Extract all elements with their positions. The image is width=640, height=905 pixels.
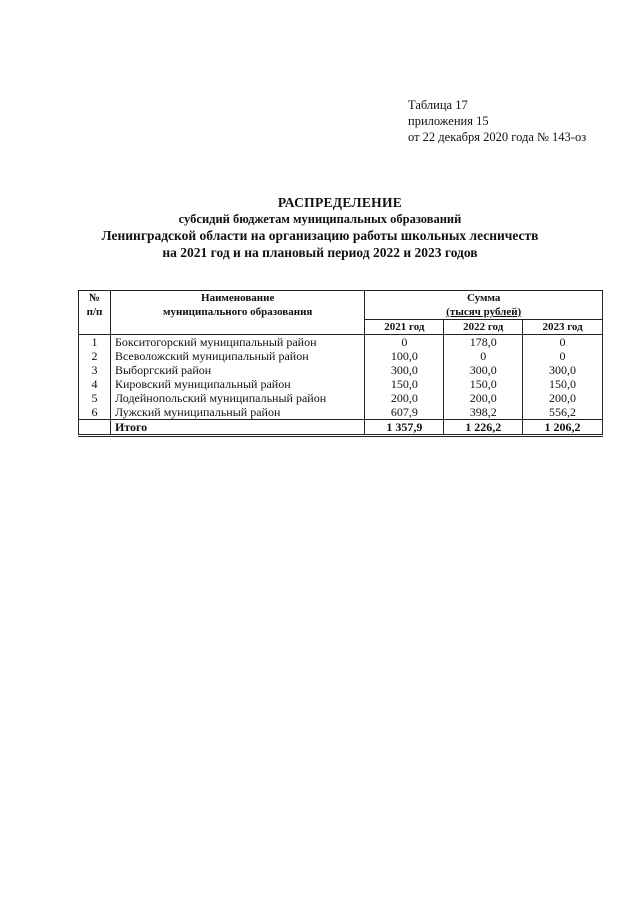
total-value-2022: 1 226,2 bbox=[444, 420, 523, 436]
distribution-table bbox=[78, 290, 603, 437]
row-value-2022: 398,2 bbox=[444, 405, 523, 420]
row-number: 3 bbox=[79, 363, 111, 377]
table-row bbox=[79, 391, 603, 405]
row-number: 1 bbox=[79, 335, 111, 350]
header-year-2023: 2023 год bbox=[523, 320, 603, 335]
row-number: 6 bbox=[79, 405, 111, 420]
reference-law-date: от 22 декабря 2020 года № 143-оз bbox=[408, 130, 587, 144]
row-value-2023: 556,2 bbox=[523, 405, 603, 420]
row-value-2021: 0 bbox=[365, 335, 444, 350]
row-name: Выборгский район bbox=[110, 363, 364, 377]
total-value-2021: 1 357,9 bbox=[365, 420, 444, 436]
total-number-cell bbox=[79, 420, 111, 436]
row-value-2021: 150,0 bbox=[365, 377, 444, 391]
table-row bbox=[79, 377, 603, 391]
row-name: Бокситогорский муниципальный район bbox=[110, 335, 364, 350]
table-row bbox=[79, 335, 603, 350]
row-value-2021: 607,9 bbox=[365, 405, 444, 420]
row-value-2022: 200,0 bbox=[444, 391, 523, 405]
row-value-2023: 150,0 bbox=[523, 377, 603, 391]
document-reference bbox=[408, 97, 586, 145]
header-year-2022: 2022 год bbox=[444, 320, 523, 335]
header-year-2021: 2021 год bbox=[365, 320, 444, 335]
title-subtitle-2: Ленинградской области на организацию работы школьных лесничеств bbox=[101, 228, 539, 243]
row-value-2022: 178,0 bbox=[444, 335, 523, 350]
document-title bbox=[0, 194, 640, 261]
table-total-row bbox=[79, 420, 603, 436]
title-heading: РАСПРЕДЕЛЕНИЕ bbox=[277, 195, 403, 210]
row-number: 5 bbox=[79, 391, 111, 405]
row-value-2023: 0 bbox=[523, 335, 603, 350]
header-name-line2: муниципального образования bbox=[163, 306, 313, 318]
table-header-row bbox=[79, 291, 603, 320]
table-row bbox=[79, 349, 603, 363]
row-value-2023: 200,0 bbox=[523, 391, 603, 405]
header-number-line2: п/п bbox=[86, 306, 103, 318]
header-name-line1: Наименование bbox=[201, 292, 275, 304]
row-value-2022: 0 bbox=[444, 349, 523, 363]
total-label: Итого bbox=[110, 420, 364, 436]
header-number bbox=[79, 291, 111, 335]
title-subtitle-3: на 2021 год и на плановый период 2022 и 2023 годов bbox=[162, 245, 478, 260]
row-value-2023: 0 bbox=[523, 349, 603, 363]
reference-appendix: приложения 15 bbox=[408, 114, 489, 128]
table-row bbox=[79, 405, 603, 420]
row-number: 2 bbox=[79, 349, 111, 363]
row-name: Всеволожский муниципальный район bbox=[110, 349, 364, 363]
title-subtitle-1: субсидий бюджетам муниципальных образований bbox=[178, 212, 462, 226]
total-value-2023: 1 206,2 bbox=[523, 420, 603, 436]
header-name bbox=[110, 291, 364, 335]
table-row bbox=[79, 363, 603, 377]
row-name: Лужский муниципальный район bbox=[110, 405, 364, 420]
row-value-2022: 150,0 bbox=[444, 377, 523, 391]
row-value-2021: 300,0 bbox=[365, 363, 444, 377]
reference-table-number: Таблица 17 bbox=[408, 98, 468, 112]
row-value-2023: 300,0 bbox=[523, 363, 603, 377]
row-value-2021: 100,0 bbox=[365, 349, 444, 363]
header-number-line1: № bbox=[88, 292, 100, 304]
row-value-2021: 200,0 bbox=[365, 391, 444, 405]
header-sum bbox=[365, 291, 603, 320]
row-value-2022: 300,0 bbox=[444, 363, 523, 377]
row-number: 4 bbox=[79, 377, 111, 391]
row-name: Кировский муниципальный район bbox=[110, 377, 364, 391]
header-sum-line1: Сумма bbox=[466, 292, 501, 304]
header-sum-line2: (тысяч рублей) bbox=[446, 306, 522, 318]
row-name: Лодейнопольский муниципальный район bbox=[110, 391, 364, 405]
